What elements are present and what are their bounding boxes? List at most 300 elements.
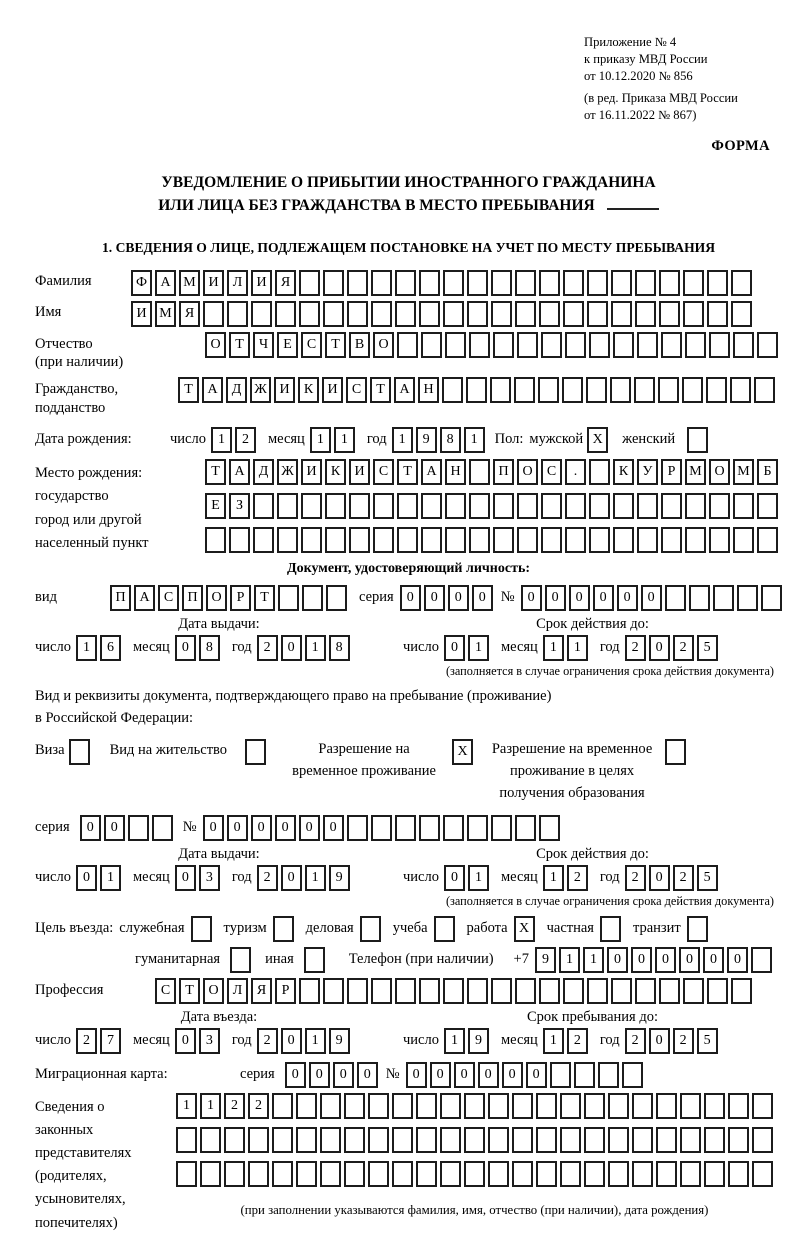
char-cell[interactable]: К bbox=[325, 459, 346, 485]
char-cell[interactable] bbox=[491, 301, 512, 327]
char-cell[interactable] bbox=[586, 377, 607, 403]
char-cell[interactable] bbox=[464, 1161, 485, 1187]
char-cell[interactable] bbox=[608, 1161, 629, 1187]
char-cell[interactable] bbox=[659, 270, 680, 296]
char-cell[interactable] bbox=[347, 978, 368, 1004]
char-cell[interactable] bbox=[661, 493, 682, 519]
char-cell[interactable] bbox=[728, 1093, 749, 1119]
char-cell[interactable]: 0 bbox=[631, 947, 652, 973]
residence-issue-year-input[interactable] bbox=[257, 865, 350, 891]
char-cell[interactable] bbox=[613, 332, 634, 358]
char-cell[interactable]: Р bbox=[275, 978, 296, 1004]
char-cell[interactable]: И bbox=[349, 459, 370, 485]
char-cell[interactable]: 0 bbox=[655, 947, 676, 973]
char-cell[interactable] bbox=[512, 1093, 533, 1119]
char-cell[interactable] bbox=[515, 270, 536, 296]
char-cell[interactable]: 0 bbox=[641, 585, 662, 611]
char-cell[interactable]: С bbox=[158, 585, 179, 611]
char-cell[interactable]: 1 bbox=[176, 1093, 197, 1119]
char-cell[interactable] bbox=[589, 459, 610, 485]
birthplace-input-line3[interactable] bbox=[205, 527, 778, 553]
char-cell[interactable]: У bbox=[637, 459, 658, 485]
id-expiry-month-input[interactable] bbox=[543, 635, 588, 661]
char-cell[interactable] bbox=[550, 1062, 571, 1088]
char-cell[interactable] bbox=[464, 1093, 485, 1119]
char-cell[interactable] bbox=[754, 377, 775, 403]
char-cell[interactable]: 2 bbox=[257, 865, 278, 891]
char-cell[interactable] bbox=[635, 978, 656, 1004]
char-cell[interactable] bbox=[752, 1127, 773, 1153]
char-cell[interactable]: Л bbox=[227, 978, 248, 1004]
birth-year-input[interactable] bbox=[392, 427, 485, 453]
char-cell[interactable]: 0 bbox=[80, 815, 101, 841]
char-cell[interactable]: 0 bbox=[444, 635, 465, 661]
char-cell[interactable] bbox=[395, 270, 416, 296]
char-cell[interactable]: Т bbox=[229, 332, 250, 358]
char-cell[interactable]: А bbox=[421, 459, 442, 485]
char-cell[interactable] bbox=[440, 1093, 461, 1119]
char-cell[interactable] bbox=[587, 301, 608, 327]
char-cell[interactable]: 0 bbox=[545, 585, 566, 611]
char-cell[interactable]: 1 bbox=[543, 865, 564, 891]
char-cell[interactable] bbox=[656, 1093, 677, 1119]
char-cell[interactable]: 7 bbox=[100, 1028, 121, 1054]
stay-until-year-input[interactable] bbox=[625, 1028, 718, 1054]
char-cell[interactable] bbox=[200, 1127, 221, 1153]
char-cell[interactable] bbox=[421, 493, 442, 519]
char-cell[interactable] bbox=[706, 377, 727, 403]
char-cell[interactable]: 1 bbox=[200, 1093, 221, 1119]
char-cell[interactable]: А bbox=[202, 377, 223, 403]
char-cell[interactable] bbox=[251, 301, 272, 327]
char-cell[interactable]: 0 bbox=[526, 1062, 547, 1088]
char-cell[interactable] bbox=[397, 493, 418, 519]
char-cell[interactable] bbox=[469, 332, 490, 358]
char-cell[interactable]: 0 bbox=[478, 1062, 499, 1088]
char-cell[interactable]: 0 bbox=[175, 635, 196, 661]
char-cell[interactable]: 1 bbox=[559, 947, 580, 973]
char-cell[interactable] bbox=[560, 1093, 581, 1119]
char-cell[interactable] bbox=[440, 1127, 461, 1153]
char-cell[interactable] bbox=[397, 332, 418, 358]
char-cell[interactable] bbox=[683, 978, 704, 1004]
char-cell[interactable] bbox=[296, 1161, 317, 1187]
char-cell[interactable]: О bbox=[206, 585, 227, 611]
char-cell[interactable]: 0 bbox=[251, 815, 272, 841]
residence-expiry-day-input[interactable] bbox=[444, 865, 489, 891]
char-cell[interactable]: Н bbox=[445, 459, 466, 485]
char-cell[interactable] bbox=[731, 270, 752, 296]
char-cell[interactable]: 0 bbox=[430, 1062, 451, 1088]
char-cell[interactable] bbox=[371, 815, 392, 841]
char-cell[interactable]: 0 bbox=[593, 585, 614, 611]
char-cell[interactable]: 8 bbox=[440, 427, 461, 453]
char-cell[interactable]: И bbox=[274, 377, 295, 403]
char-cell[interactable] bbox=[704, 1161, 725, 1187]
char-cell[interactable]: 0 bbox=[76, 865, 97, 891]
char-cell[interactable] bbox=[443, 301, 464, 327]
char-cell[interactable]: 0 bbox=[175, 865, 196, 891]
legal-reps-input-line1[interactable] bbox=[176, 1093, 773, 1119]
char-cell[interactable]: О bbox=[373, 332, 394, 358]
char-cell[interactable] bbox=[299, 301, 320, 327]
char-cell[interactable] bbox=[562, 377, 583, 403]
char-cell[interactable]: Ч bbox=[253, 332, 274, 358]
givenname-input[interactable] bbox=[131, 301, 752, 327]
char-cell[interactable]: Ж bbox=[277, 459, 298, 485]
char-cell[interactable] bbox=[443, 978, 464, 1004]
char-cell[interactable]: 0 bbox=[275, 815, 296, 841]
char-cell[interactable]: К bbox=[298, 377, 319, 403]
char-cell[interactable] bbox=[344, 1093, 365, 1119]
char-cell[interactable]: 1 bbox=[392, 427, 413, 453]
char-cell[interactable] bbox=[419, 978, 440, 1004]
migration-number-input[interactable] bbox=[406, 1062, 643, 1088]
char-cell[interactable] bbox=[467, 301, 488, 327]
char-cell[interactable]: 0 bbox=[406, 1062, 427, 1088]
char-cell[interactable]: Т bbox=[254, 585, 275, 611]
char-cell[interactable]: 2 bbox=[224, 1093, 245, 1119]
char-cell[interactable]: С bbox=[301, 332, 322, 358]
char-cell[interactable] bbox=[563, 978, 584, 1004]
char-cell[interactable]: 9 bbox=[468, 1028, 489, 1054]
birth-day-input[interactable] bbox=[211, 427, 256, 453]
char-cell[interactable] bbox=[707, 301, 728, 327]
char-cell[interactable] bbox=[469, 493, 490, 519]
char-cell[interactable]: С bbox=[373, 459, 394, 485]
char-cell[interactable] bbox=[608, 1127, 629, 1153]
char-cell[interactable] bbox=[320, 1161, 341, 1187]
entry-year-input[interactable] bbox=[257, 1028, 350, 1054]
char-cell[interactable]: Т bbox=[325, 332, 346, 358]
id-issue-year-input[interactable] bbox=[257, 635, 350, 661]
char-cell[interactable]: О bbox=[709, 459, 730, 485]
char-cell[interactable] bbox=[680, 1093, 701, 1119]
birthplace-input-line1[interactable] bbox=[205, 459, 778, 485]
char-cell[interactable] bbox=[728, 1127, 749, 1153]
char-cell[interactable] bbox=[608, 1093, 629, 1119]
char-cell[interactable] bbox=[248, 1161, 269, 1187]
char-cell[interactable]: 2 bbox=[257, 635, 278, 661]
char-cell[interactable] bbox=[656, 1161, 677, 1187]
char-cell[interactable] bbox=[731, 978, 752, 1004]
patronymic-input[interactable] bbox=[205, 332, 778, 358]
char-cell[interactable] bbox=[730, 377, 751, 403]
char-cell[interactable] bbox=[589, 493, 610, 519]
char-cell[interactable]: 1 bbox=[334, 427, 355, 453]
char-cell[interactable] bbox=[611, 270, 632, 296]
char-cell[interactable]: 2 bbox=[625, 1028, 646, 1054]
char-cell[interactable] bbox=[685, 527, 706, 553]
char-cell[interactable] bbox=[683, 301, 704, 327]
char-cell[interactable] bbox=[277, 493, 298, 519]
char-cell[interactable]: 0 bbox=[281, 1028, 302, 1054]
char-cell[interactable]: 3 bbox=[199, 865, 220, 891]
char-cell[interactable] bbox=[659, 301, 680, 327]
char-cell[interactable]: 0 bbox=[424, 585, 445, 611]
char-cell[interactable] bbox=[397, 527, 418, 553]
char-cell[interactable] bbox=[665, 585, 686, 611]
sex-female-checkbox[interactable] bbox=[687, 427, 708, 453]
purpose-transit-checkbox[interactable] bbox=[687, 916, 708, 942]
char-cell[interactable]: 0 bbox=[357, 1062, 378, 1088]
char-cell[interactable] bbox=[733, 527, 754, 553]
char-cell[interactable]: 0 bbox=[203, 815, 224, 841]
char-cell[interactable]: 0 bbox=[281, 635, 302, 661]
purpose-other-checkbox[interactable] bbox=[304, 947, 325, 973]
char-cell[interactable] bbox=[728, 1161, 749, 1187]
char-cell[interactable] bbox=[539, 978, 560, 1004]
char-cell[interactable] bbox=[467, 978, 488, 1004]
char-cell[interactable]: П bbox=[182, 585, 203, 611]
char-cell[interactable] bbox=[632, 1127, 653, 1153]
char-cell[interactable] bbox=[464, 1127, 485, 1153]
char-cell[interactable] bbox=[371, 301, 392, 327]
char-cell[interactable] bbox=[368, 1093, 389, 1119]
char-cell[interactable] bbox=[488, 1161, 509, 1187]
char-cell[interactable]: 1 bbox=[211, 427, 232, 453]
char-cell[interactable]: 9 bbox=[535, 947, 556, 973]
char-cell[interactable]: 1 bbox=[543, 1028, 564, 1054]
char-cell[interactable] bbox=[512, 1127, 533, 1153]
id-doc-kind-input[interactable] bbox=[110, 585, 347, 611]
char-cell[interactable] bbox=[320, 1127, 341, 1153]
temp-residence-education-checkbox[interactable] bbox=[665, 739, 686, 765]
char-cell[interactable] bbox=[349, 527, 370, 553]
char-cell[interactable] bbox=[443, 815, 464, 841]
char-cell[interactable] bbox=[536, 1161, 557, 1187]
char-cell[interactable]: 0 bbox=[727, 947, 748, 973]
char-cell[interactable]: О bbox=[205, 332, 226, 358]
char-cell[interactable] bbox=[707, 978, 728, 1004]
residence-expiry-month-input[interactable] bbox=[543, 865, 588, 891]
char-cell[interactable] bbox=[323, 301, 344, 327]
char-cell[interactable] bbox=[275, 301, 296, 327]
char-cell[interactable]: 0 bbox=[649, 635, 670, 661]
char-cell[interactable]: 1 bbox=[468, 635, 489, 661]
char-cell[interactable]: 0 bbox=[285, 1062, 306, 1088]
char-cell[interactable] bbox=[200, 1161, 221, 1187]
char-cell[interactable] bbox=[536, 1093, 557, 1119]
char-cell[interactable] bbox=[731, 301, 752, 327]
char-cell[interactable]: Е bbox=[205, 493, 226, 519]
id-doc-number-input[interactable] bbox=[521, 585, 782, 611]
char-cell[interactable]: 1 bbox=[567, 635, 588, 661]
char-cell[interactable]: 0 bbox=[400, 585, 421, 611]
char-cell[interactable]: 1 bbox=[310, 427, 331, 453]
char-cell[interactable] bbox=[541, 493, 562, 519]
id-doc-series-input[interactable] bbox=[400, 585, 493, 611]
char-cell[interactable] bbox=[560, 1127, 581, 1153]
residence-permit-checkbox[interactable] bbox=[245, 739, 266, 765]
char-cell[interactable] bbox=[733, 493, 754, 519]
residence-issue-day-input[interactable] bbox=[76, 865, 121, 891]
char-cell[interactable] bbox=[373, 527, 394, 553]
char-cell[interactable]: 2 bbox=[76, 1028, 97, 1054]
char-cell[interactable] bbox=[416, 1127, 437, 1153]
char-cell[interactable]: 0 bbox=[649, 1028, 670, 1054]
char-cell[interactable] bbox=[272, 1161, 293, 1187]
char-cell[interactable] bbox=[253, 493, 274, 519]
phone-input[interactable] bbox=[535, 947, 772, 973]
char-cell[interactable] bbox=[392, 1127, 413, 1153]
char-cell[interactable]: Ф bbox=[131, 270, 152, 296]
id-expiry-year-input[interactable] bbox=[625, 635, 718, 661]
char-cell[interactable]: Б bbox=[757, 459, 778, 485]
char-cell[interactable] bbox=[565, 527, 586, 553]
char-cell[interactable] bbox=[541, 332, 562, 358]
surname-input[interactable] bbox=[131, 270, 752, 296]
temp-residence-checkbox[interactable]: X bbox=[452, 739, 473, 765]
char-cell[interactable]: 0 bbox=[309, 1062, 330, 1088]
char-cell[interactable] bbox=[709, 332, 730, 358]
char-cell[interactable] bbox=[416, 1161, 437, 1187]
char-cell[interactable]: М bbox=[155, 301, 176, 327]
stay-until-month-input[interactable] bbox=[543, 1028, 588, 1054]
char-cell[interactable] bbox=[344, 1127, 365, 1153]
char-cell[interactable] bbox=[587, 270, 608, 296]
char-cell[interactable] bbox=[326, 585, 347, 611]
char-cell[interactable]: А bbox=[155, 270, 176, 296]
char-cell[interactable]: 1 bbox=[464, 427, 485, 453]
char-cell[interactable]: А bbox=[134, 585, 155, 611]
char-cell[interactable] bbox=[512, 1161, 533, 1187]
char-cell[interactable] bbox=[205, 527, 226, 553]
char-cell[interactable] bbox=[757, 527, 778, 553]
char-cell[interactable] bbox=[584, 1093, 605, 1119]
char-cell[interactable] bbox=[563, 301, 584, 327]
char-cell[interactable]: 0 bbox=[649, 865, 670, 891]
char-cell[interactable]: В bbox=[349, 332, 370, 358]
char-cell[interactable]: 1 bbox=[468, 865, 489, 891]
char-cell[interactable] bbox=[517, 493, 538, 519]
char-cell[interactable] bbox=[610, 377, 631, 403]
char-cell[interactable] bbox=[445, 493, 466, 519]
char-cell[interactable] bbox=[349, 493, 370, 519]
char-cell[interactable]: 2 bbox=[625, 635, 646, 661]
char-cell[interactable]: А bbox=[229, 459, 250, 485]
char-cell[interactable]: О bbox=[517, 459, 538, 485]
char-cell[interactable]: И bbox=[131, 301, 152, 327]
char-cell[interactable] bbox=[368, 1161, 389, 1187]
char-cell[interactable]: 0 bbox=[323, 815, 344, 841]
citizenship-input[interactable] bbox=[178, 377, 775, 403]
char-cell[interactable]: 0 bbox=[444, 865, 465, 891]
char-cell[interactable] bbox=[371, 270, 392, 296]
char-cell[interactable] bbox=[445, 527, 466, 553]
char-cell[interactable]: С bbox=[541, 459, 562, 485]
char-cell[interactable] bbox=[685, 332, 706, 358]
birthplace-input-line2[interactable] bbox=[205, 493, 778, 519]
char-cell[interactable] bbox=[574, 1062, 595, 1088]
char-cell[interactable] bbox=[637, 527, 658, 553]
char-cell[interactable] bbox=[325, 527, 346, 553]
char-cell[interactable] bbox=[176, 1127, 197, 1153]
char-cell[interactable]: Д bbox=[226, 377, 247, 403]
char-cell[interactable] bbox=[757, 332, 778, 358]
purpose-work-checkbox[interactable]: X bbox=[514, 916, 535, 942]
char-cell[interactable]: 0 bbox=[333, 1062, 354, 1088]
char-cell[interactable]: 0 bbox=[448, 585, 469, 611]
char-cell[interactable]: 0 bbox=[454, 1062, 475, 1088]
char-cell[interactable] bbox=[347, 270, 368, 296]
char-cell[interactable] bbox=[488, 1127, 509, 1153]
char-cell[interactable] bbox=[466, 377, 487, 403]
char-cell[interactable]: Н bbox=[418, 377, 439, 403]
char-cell[interactable] bbox=[514, 377, 535, 403]
char-cell[interactable]: 5 bbox=[697, 1028, 718, 1054]
char-cell[interactable]: 2 bbox=[567, 1028, 588, 1054]
char-cell[interactable] bbox=[685, 493, 706, 519]
char-cell[interactable]: Д bbox=[253, 459, 274, 485]
char-cell[interactable] bbox=[347, 301, 368, 327]
char-cell[interactable]: П bbox=[493, 459, 514, 485]
char-cell[interactable]: 3 bbox=[199, 1028, 220, 1054]
char-cell[interactable]: М bbox=[179, 270, 200, 296]
char-cell[interactable] bbox=[661, 332, 682, 358]
char-cell[interactable] bbox=[302, 585, 323, 611]
char-cell[interactable] bbox=[493, 332, 514, 358]
char-cell[interactable] bbox=[517, 332, 538, 358]
char-cell[interactable] bbox=[488, 1093, 509, 1119]
char-cell[interactable] bbox=[656, 1127, 677, 1153]
char-cell[interactable] bbox=[752, 1161, 773, 1187]
char-cell[interactable] bbox=[539, 270, 560, 296]
purpose-official-checkbox[interactable] bbox=[191, 916, 212, 942]
char-cell[interactable] bbox=[325, 493, 346, 519]
char-cell[interactable]: 1 bbox=[305, 635, 326, 661]
char-cell[interactable] bbox=[539, 301, 560, 327]
char-cell[interactable]: Т bbox=[179, 978, 200, 1004]
char-cell[interactable]: 1 bbox=[100, 865, 121, 891]
char-cell[interactable] bbox=[565, 332, 586, 358]
char-cell[interactable] bbox=[632, 1093, 653, 1119]
char-cell[interactable]: 8 bbox=[329, 635, 350, 661]
char-cell[interactable]: 0 bbox=[227, 815, 248, 841]
char-cell[interactable] bbox=[467, 270, 488, 296]
char-cell[interactable]: 0 bbox=[569, 585, 590, 611]
char-cell[interactable] bbox=[248, 1127, 269, 1153]
char-cell[interactable] bbox=[301, 493, 322, 519]
char-cell[interactable] bbox=[392, 1161, 413, 1187]
char-cell[interactable]: Я bbox=[251, 978, 272, 1004]
char-cell[interactable] bbox=[613, 493, 634, 519]
purpose-business-checkbox[interactable] bbox=[360, 916, 381, 942]
char-cell[interactable] bbox=[683, 270, 704, 296]
char-cell[interactable]: 0 bbox=[607, 947, 628, 973]
migration-series-input[interactable] bbox=[285, 1062, 378, 1088]
char-cell[interactable]: 0 bbox=[299, 815, 320, 841]
char-cell[interactable] bbox=[611, 978, 632, 1004]
char-cell[interactable] bbox=[613, 527, 634, 553]
char-cell[interactable] bbox=[395, 978, 416, 1004]
char-cell[interactable]: 1 bbox=[76, 635, 97, 661]
purpose-humanitarian-checkbox[interactable] bbox=[230, 947, 251, 973]
char-cell[interactable]: И bbox=[301, 459, 322, 485]
char-cell[interactable]: 0 bbox=[703, 947, 724, 973]
char-cell[interactable]: П bbox=[110, 585, 131, 611]
char-cell[interactable] bbox=[493, 527, 514, 553]
char-cell[interactable]: С bbox=[346, 377, 367, 403]
char-cell[interactable] bbox=[563, 270, 584, 296]
char-cell[interactable] bbox=[373, 493, 394, 519]
char-cell[interactable] bbox=[442, 377, 463, 403]
char-cell[interactable]: Т bbox=[397, 459, 418, 485]
char-cell[interactable] bbox=[253, 527, 274, 553]
char-cell[interactable] bbox=[419, 270, 440, 296]
char-cell[interactable] bbox=[632, 1161, 653, 1187]
char-cell[interactable] bbox=[392, 1093, 413, 1119]
